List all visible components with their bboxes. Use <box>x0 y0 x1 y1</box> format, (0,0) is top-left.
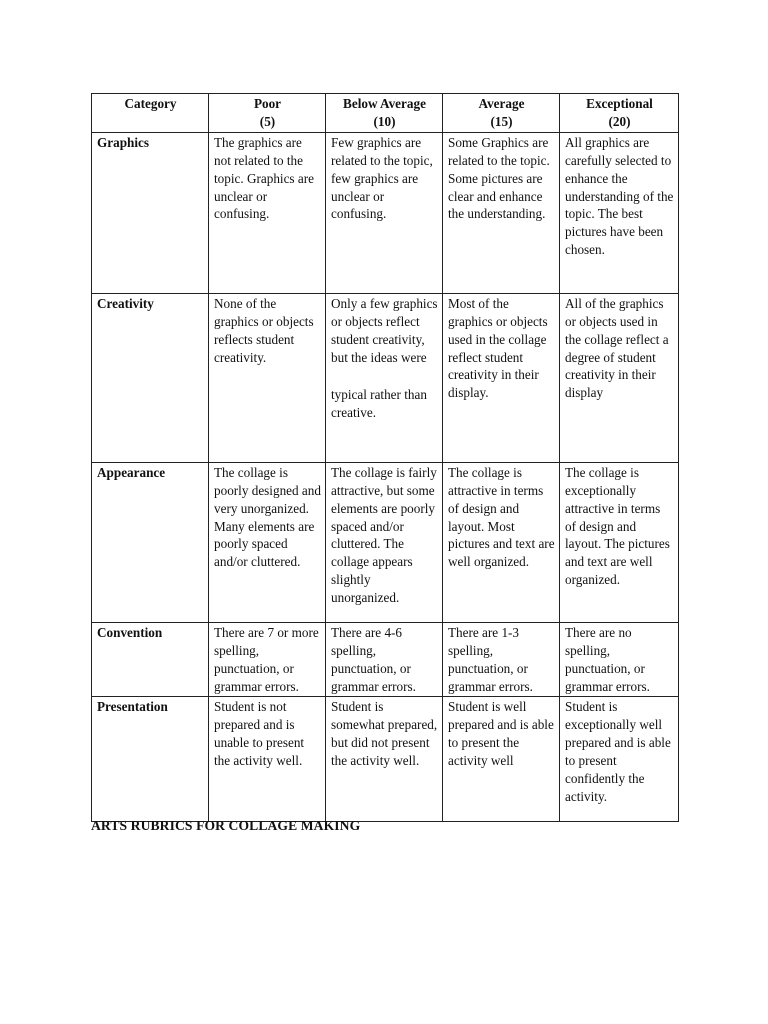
cell-exceptional: The collage is exceptionally attractive in terms of design and layout. The pictures and text are well organized. <box>560 462 679 622</box>
row-category: Appearance <box>92 462 209 622</box>
row-category: Convention <box>92 622 209 697</box>
cell-below-average: Few graphics are related to the topic, few graphics are unclear or confusing. <box>326 132 443 293</box>
header-row <box>92 94 679 133</box>
cell-poor: None of the graphics or objects reflects student creativity. <box>209 293 326 462</box>
cell-below-average-text: Only a few graphics or objects reflect student creativity, but the ideas were <box>331 295 438 365</box>
cell-average: Most of the graphics or objects used in the collage reflect student creativity in their display. <box>443 293 560 462</box>
header-poor <box>209 94 326 133</box>
header-poor-score: (5) <box>259 113 276 129</box>
header-exceptional-label: Exceptional <box>586 96 653 111</box>
header-below-average-score: (10) <box>373 113 396 129</box>
header-exceptional-score: (20) <box>608 113 631 129</box>
rubric-table <box>91 93 679 822</box>
cell-poor: Student is not prepared and is unable to present the activity well. <box>209 697 326 822</box>
table-row-graphics <box>92 132 679 293</box>
row-category: Graphics <box>92 132 209 293</box>
header-poor-label: Poor <box>253 96 282 111</box>
cell-below-average: There are 4-6 spelling, punctuation, or grammar errors. <box>326 622 443 697</box>
cell-poor: The collage is poorly designed and very unorganized. Many elements are poorly spaced and/or cluttered. <box>209 462 326 622</box>
cell-exceptional: All graphics are carefully selected to enhance the understanding of the topic. The best pictures have been chosen. <box>560 132 679 293</box>
header-below-average-label: Below Average <box>343 96 426 111</box>
header-category: Category <box>92 94 209 133</box>
cell-below-average: Student is somewhat prepared, but did not present the activity well. <box>326 697 443 822</box>
cell-below-average <box>326 293 443 462</box>
cell-average: The collage is attractive in terms of design and layout. Most pictures and text are well organized. <box>443 462 560 622</box>
table-row-convention <box>92 622 679 697</box>
cell-average: There are 1-3 spelling, punctuation, or grammar errors. <box>443 622 560 697</box>
cell-below-average-extra: typical rather than creative. <box>331 387 427 421</box>
table-row-presentation <box>92 697 679 822</box>
cell-exceptional: Student is exceptionally well prepared and is able to present confidently the activity. <box>560 697 679 822</box>
header-average <box>443 94 560 133</box>
table-row-creativity <box>92 293 679 462</box>
cell-below-average: The collage is fairly attractive, but some elements are poorly spaced and/or cluttered. The collage appears slightly unorganized. <box>326 462 443 622</box>
cell-poor: The graphics are not related to the topic. Graphics are unclear or confusing. <box>209 132 326 293</box>
header-below-average <box>326 94 443 133</box>
table-row-appearance <box>92 462 679 622</box>
header-average-score: (15) <box>490 113 513 129</box>
cell-average: Student is well prepared and is able to present the activity well <box>443 697 560 822</box>
row-category: Presentation <box>92 697 209 822</box>
header-average-label: Average <box>478 96 525 111</box>
cell-exceptional: There are no spelling, punctuation, or grammar errors. <box>560 622 679 697</box>
cell-average: Some Graphics are related to the topic. Some pictures are clear and enhance the understanding. <box>443 132 560 293</box>
cell-poor: There are 7 or more spelling, punctuation, or grammar errors. <box>209 622 326 697</box>
header-exceptional <box>560 94 679 133</box>
document-title: ARTS RUBRICS FOR COLLAGE MAKING <box>91 818 361 833</box>
row-category: Creativity <box>92 293 209 462</box>
cell-exceptional: All of the graphics or objects used in the collage reflect a degree of student creativity in their display <box>560 293 679 462</box>
